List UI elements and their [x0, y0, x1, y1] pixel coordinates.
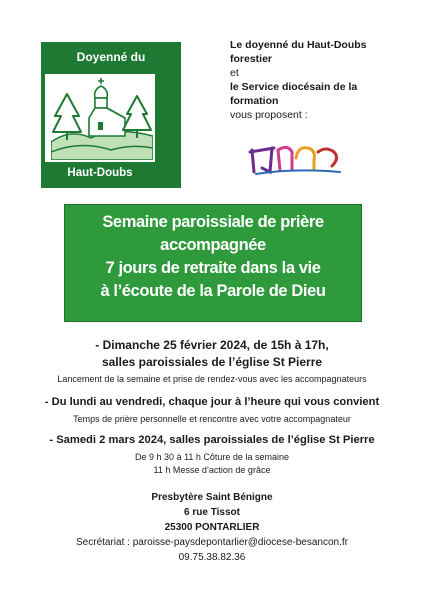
program-item-3-title: - Samedi 2 mars 2024, salles paroissiales de l’église St Pierre [49, 434, 375, 446]
program-item-3-description-1: De 9 h 30 à 11 h Côture de la semaine [135, 452, 289, 462]
header-line-5: formation [230, 95, 279, 107]
program-item-1-title-line-2: salles paroissiales de l’église St Pierre [101, 355, 323, 369]
contact-street: 6 rue Tissot [184, 507, 240, 518]
contact-name: Presbytère Saint Bénigne [151, 492, 273, 503]
contact-city: 25300 PONTARLIER [164, 522, 260, 533]
header-line-2: forestier [230, 53, 273, 65]
organizers-text [230, 38, 410, 122]
banner-line-2: accompagnée [160, 236, 266, 254]
banner-line-1: Semaine paroissiale de prière [102, 213, 324, 231]
banner-line-3: 7 jours de retraite dans la vie [105, 259, 321, 277]
logo-top-label: Doyenné du [45, 46, 177, 74]
logo-bottom-label: Haut-Doubs [45, 162, 155, 184]
header-line-1: Le doyenné du Haut-Doubs [230, 39, 367, 51]
logo-side-band [155, 74, 177, 184]
header-line-3: et [230, 67, 239, 79]
program-item-2-description: Temps de prière personnelle et rencontre avec votre accompagnateur [73, 414, 351, 424]
contact-phone[interactable]: 09.75.38.82.36 [178, 552, 246, 563]
header-line-4: le Service diocésain de la [230, 81, 358, 93]
service-logo-mark [244, 138, 364, 178]
event-title-banner [64, 204, 362, 322]
deanery-logo [41, 42, 181, 188]
program-item-1-description: Lancement de la semaine et prise de rendez-vous avec les accompagnateurs [57, 374, 367, 384]
program-item-1-title-line-1: - Dimanche 25 février 2024, de 15h à 17h, [95, 338, 329, 352]
banner-line-4: à l’écoute de la Parole de Dieu [100, 282, 326, 300]
program-item-3-description-2: 11 h Messe d’action de grâce [153, 465, 271, 475]
header-line-6: vous proposent : [230, 109, 308, 121]
program-item-2-title: - Du lundi au vendredi, chaque jour à l’heure qui vous convient [44, 396, 380, 408]
contact-email[interactable]: Secrétariat : paroisse-paysdepontarlier@diocese-besancon.fr [76, 537, 348, 548]
church-fir-trees-illustration [51, 76, 153, 160]
